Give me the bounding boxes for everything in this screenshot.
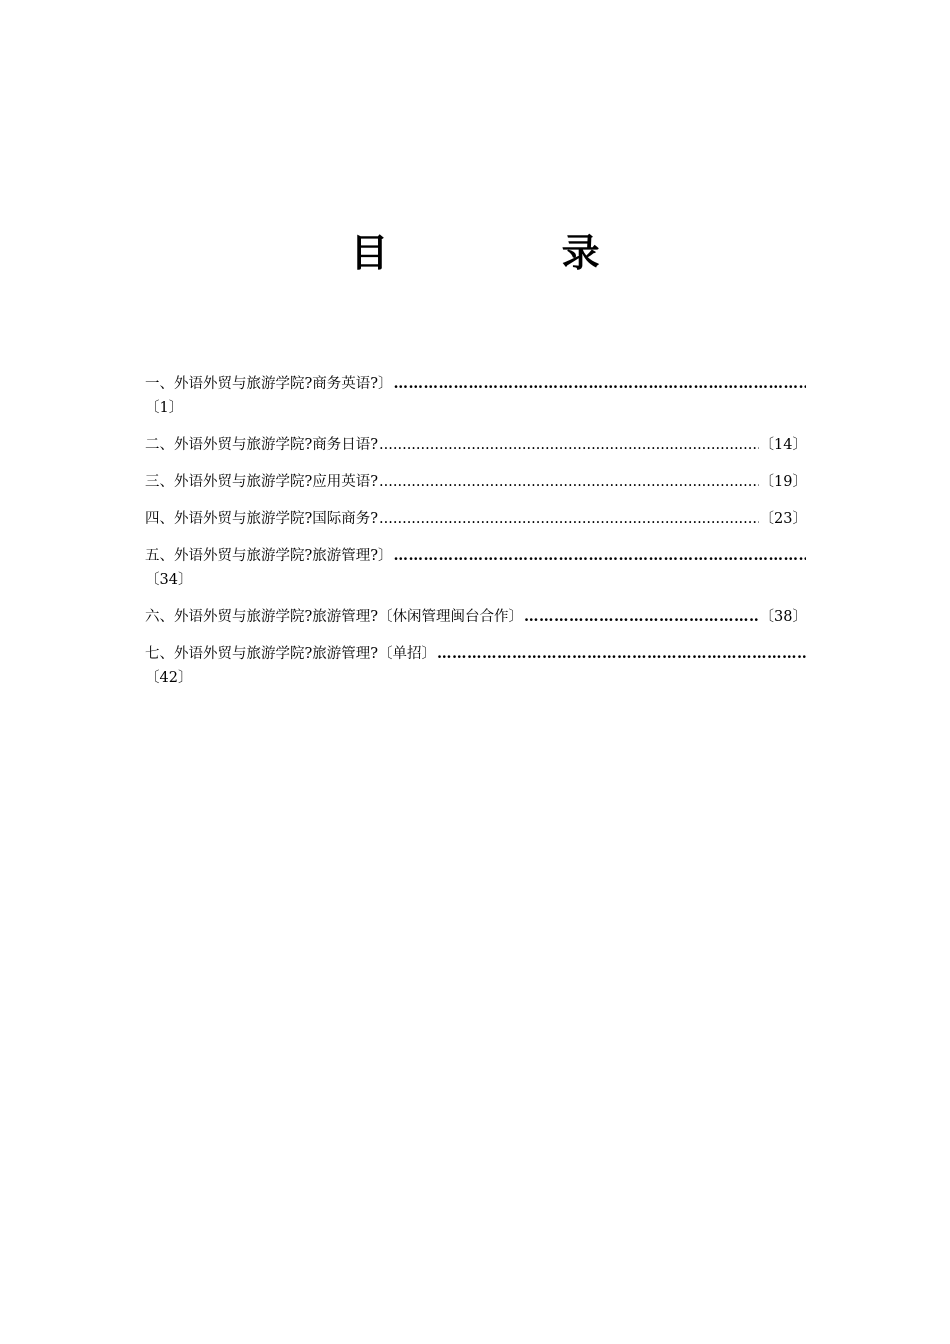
toc-entry-label: 三、外语外贸与旅游学院?应用英语?	[145, 474, 379, 490]
dot-leader	[394, 372, 806, 396]
toc-entry-1[interactable]	[145, 372, 807, 420]
dot-leader	[379, 470, 759, 494]
dot-leader	[394, 544, 806, 568]
toc-entry-5[interactable]	[145, 544, 807, 592]
toc-entry-label: 一、外语外贸与旅游学院?商务英语?〕	[145, 376, 393, 392]
toc-entry-3[interactable]	[145, 470, 807, 494]
toc-entry-4[interactable]	[145, 507, 807, 531]
toc-entry-label: 四、外语外贸与旅游学院?国际商务?	[145, 511, 379, 527]
toc-page-number: 〔1〕	[145, 400, 184, 416]
toc-entry-label: 二、外语外贸与旅游学院?商务日语?	[145, 437, 379, 453]
toc-entry-label: 六、外语外贸与旅游学院?旅游管理?〔休闲管理闽台合作〕	[145, 609, 524, 625]
dot-leader	[524, 605, 759, 629]
toc-page-number: 〔19〕	[759, 474, 807, 490]
dot-leader	[437, 642, 806, 666]
table-of-contents	[145, 372, 807, 703]
toc-entry-6[interactable]	[145, 605, 807, 629]
toc-entry-7[interactable]	[145, 642, 807, 690]
toc-page-number: 〔38〕	[759, 609, 807, 625]
toc-page-number: 〔42〕	[145, 670, 193, 686]
toc-entry-2[interactable]	[145, 433, 807, 457]
dot-leader	[379, 433, 759, 457]
page-title: 目 录	[350, 231, 680, 275]
dot-leader	[379, 507, 759, 531]
toc-page-number: 〔14〕	[759, 437, 807, 453]
toc-page-number: 〔23〕	[759, 511, 807, 527]
toc-page-number: 〔34〕	[145, 572, 193, 588]
toc-entry-label: 七、外语外贸与旅游学院?旅游管理?〔单招〕	[145, 646, 437, 662]
toc-entry-label: 五、外语外贸与旅游学院?旅游管理?〕	[145, 548, 393, 564]
